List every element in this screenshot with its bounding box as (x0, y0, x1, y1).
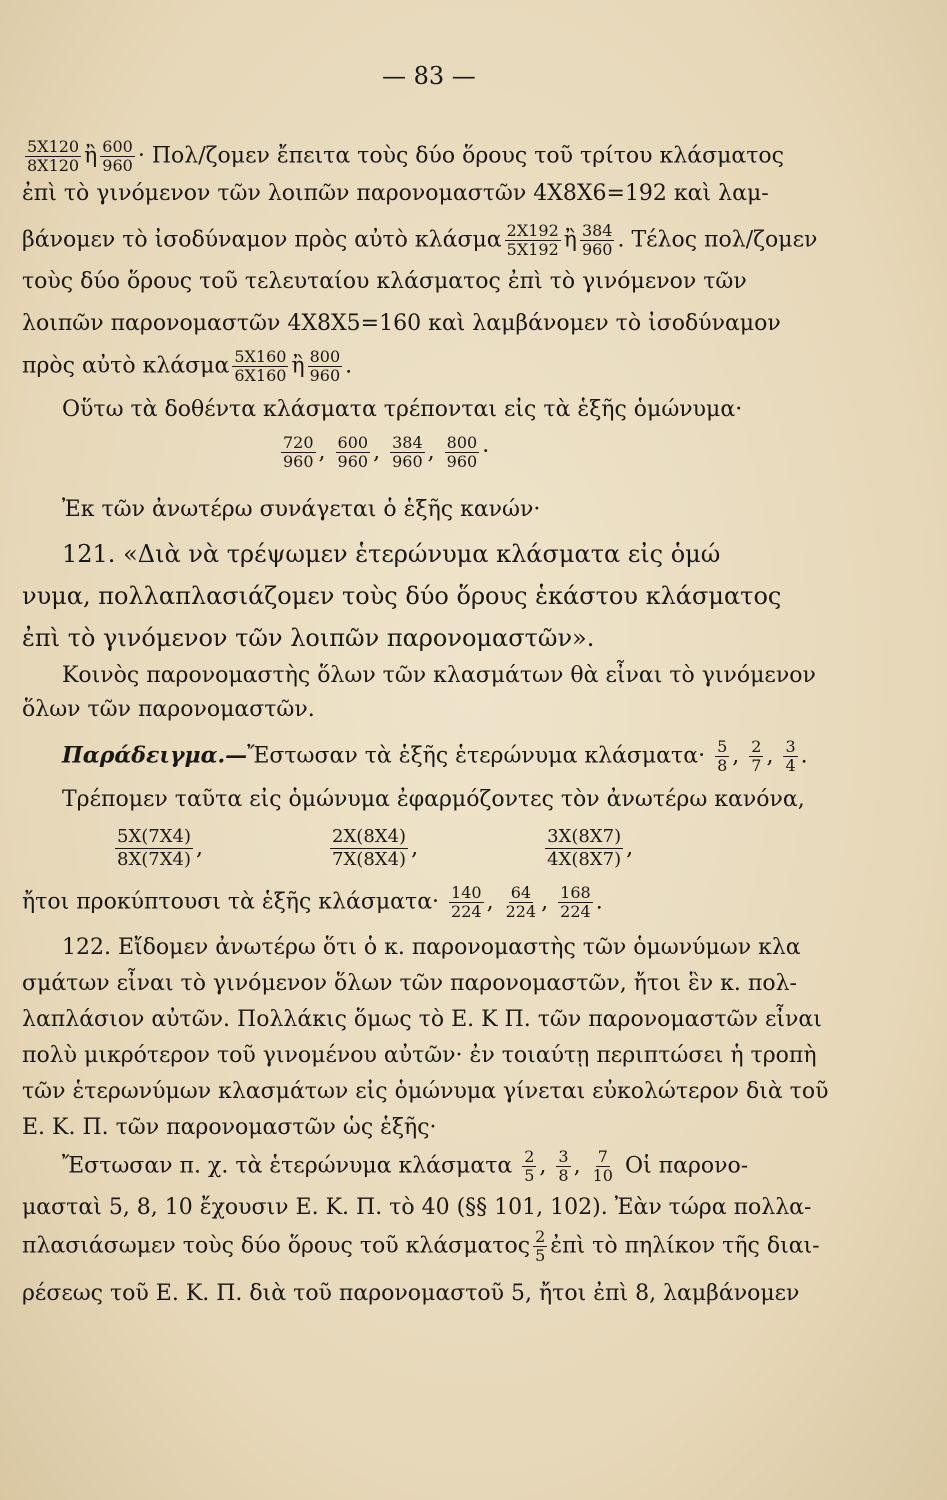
rule-121-line-3: ἐπὶ τὸ γινόμενον τῶν λοιπῶν παρονομαστῶν». (22, 624, 595, 652)
section-122-line-6: Ε. Κ. Π. τῶν παρονομαστῶν ὡς ἑξῆς· (22, 1115, 437, 1140)
rule-121-line-1: 121. «Διὰ νὰ τρέψωμεν ἑτερώνυμα κλάσματα εἰς ὁμώ (62, 540, 721, 568)
text-line-25: Ἔστωσαν π. χ. τὰ ἑτερώνυμα κλάσματα $\frac{2}{5}$ , $\frac{3}{8}$ , $\frac{7}{10}$ Οἱ παρονο- (62, 1147, 749, 1185)
example-line: Παράδειγμα.—Ἔστωσαν τὰ ἑξῆς ἑτερώνυμα κλάσματα· $\frac{5}{8}$ , $\frac{2}{7}$ , $\frac{3}{4}$ . (62, 737, 808, 775)
fraction: $\frac{720}{960}$ (283, 433, 314, 471)
fraction: $\frac{600}{960}$ (102, 137, 133, 175)
fraction-work-row: $\frac{5X(7X4)}{8X(7X4)}$ , $\frac{2X(8X4)}{7X(8X4)}$ , $\frac{3X(8X7)}{4X(8X7)}$ , (117, 826, 634, 870)
fraction: $\frac{7}{10}$ (592, 1147, 613, 1185)
text-line-4: τοὺς δύο ὅρους τοῦ τελευταίου κλάσματος ἐπὶ τὸ γινόμενον τῶν (22, 269, 747, 294)
page-number: — 83 — (382, 62, 476, 90)
section-122-line-5: τῶν ἑτερωνύμων κλασμάτων εἰς ὁμώνυμα γίνεται εὐκολώτερον διὰ τοῦ (22, 1079, 829, 1104)
fraction: $\frac{800}{960}$ (446, 433, 478, 471)
fraction: $\frac{2}{5}$ (524, 1147, 535, 1185)
fraction: $\frac{140}{224}$ (451, 883, 482, 921)
text-line-2: ἐπὶ τὸ γινόμενον τῶν λοιπῶν παρονομαστῶν 4X8X6=192 καὶ λαμ- (22, 181, 769, 206)
text-line-3: βάνομεν τὸ ἰσοδύναμον πρὸς αὐτὸ κλάσμα $\frac{2X192}{5X192}$ ἢ $\frac{384}{960}$ . Τέλος πολ/ζομεν (22, 221, 818, 259)
text-line-6: πρὸς αὐτὸ κλάσμα $\frac{5X160}{6X160}$ ἢ $\frac{800}{960}$ . (22, 347, 353, 385)
fraction: $\frac{3X(8X7)}{4X(8X7)}$ (547, 826, 622, 870)
text-line-14: ὅλων τῶν παρονομαστῶν. (22, 697, 315, 722)
fraction: $\frac{2X192}{5X192}$ (506, 221, 559, 259)
section-122-line-2: σμάτων εἶναι τὸ γινόμενον ὅλων τῶν παρονομαστῶν, ἤτοι ἓν κ. πολ- (22, 971, 797, 996)
text-line-5: λοιπῶν παρονομαστῶν 4X8X5=160 καὶ λαμβάνομεν τὸ ἰσοδύναμον (22, 311, 781, 336)
fraction: $\frac{5X120}{8X120}$ (27, 137, 80, 175)
text-line-1: $\frac{5X120}{8X120}$ ἢ $\frac{600}{960}$ · Πολ/ζομεν ἔπειτα τοὺς δύο ὅρους τοῦ τρίτου κλάσματος (27, 137, 784, 175)
fraction: $\frac{5X(7X4)}{8X(7X4)}$ (117, 826, 192, 870)
section-122-line-3: λαπλάσιον αὐτῶν. Πολλάκις ὅμως τὸ Ε. Κ Π. τῶν παρονομαστῶν εἶναι (22, 1007, 822, 1032)
text-line-18: ἤτοι προκύπτουσι τὰ ἑξῆς κλάσματα· $\frac{140}{224}$ , $\frac{64}{224}$ , $\frac{168}{224}$ . (22, 883, 603, 921)
text-line-7: Οὕτω τὰ δοθέντα κλάσματα τρέπονται εἰς τὰ ἑξῆς ὁμώνυμα· (62, 397, 743, 422)
fraction: $\frac{600}{960}$ (337, 433, 369, 471)
fraction: $\frac{3}{4}$ (785, 737, 796, 775)
section-122-line-1: 122. Εἴδομεν ἀνωτέρω ὅτι ὁ κ. παρονομαστὴς τῶν ὁμωνύμων κλα (62, 935, 801, 960)
example-label: Παράδειγμα.— (62, 742, 248, 769)
fraction: $\frac{168}{224}$ (560, 883, 591, 921)
rule-121-line-2: νυμα, πολλαπλασιάζομεν τοὺς δύο ὅρους ἑκάστου κλάσματος (22, 582, 782, 610)
section-122-line-4: πολὺ μικρότερον τοῦ γινομένου αὐτῶν· ἐν τοιαύτῃ περιπτώσει ἡ τροπὴ (22, 1043, 817, 1068)
fraction: $\frac{2}{7}$ (751, 737, 762, 775)
fraction: $\frac{2}{5}$ (535, 1227, 546, 1265)
text-line-13: Κοινὸς παρονομαστὴς ὅλων τῶν κλασμάτων θὰ εἶναι τὸ γινόμενον (62, 663, 816, 688)
text-line-27: πλασιάσωμεν τοὺς δύο ὅρους τοῦ κλάσματος $\frac{2}{5}$ ἐπὶ τὸ πηλίκον τῆς διαι- (22, 1227, 820, 1265)
text-line-16: Τρέπομεν ταῦτα εἰς ὁμώνυμα ἐφαρμόζοντες τὸν ἀνωτέρω κανόνα, (62, 787, 805, 812)
text-line-9: Ἐκ τῶν ἀνωτέρω συνάγεται ὁ ἑξῆς κανών· (62, 497, 541, 522)
fraction: $\frac{5X160}{6X160}$ (234, 347, 287, 385)
fraction: $\frac{2X(8X4)}{7X(8X4)}$ (332, 826, 407, 870)
fraction: $\frac{3}{8}$ (558, 1147, 569, 1185)
fraction: $\frac{64}{224}$ (505, 883, 537, 921)
equivalent-fractions-row: $\frac{720}{960}$ , $\frac{600}{960}$ , $\frac{384}{960}$ , $\frac{800}{960}$ · (283, 433, 490, 471)
fraction: $\frac{384}{960}$ (392, 433, 423, 471)
fraction: $\frac{5}{8}$ (717, 737, 728, 775)
fraction: $\frac{800}{960}$ (309, 347, 341, 385)
text-line-26: μασταὶ 5, 8, 10 ἔχουσιν Ε. Κ. Π. τὸ 40 (§§ 101, 102). Ἐὰν τώρα πολλα- (22, 1195, 812, 1220)
text-line-28: ρέσεως τοῦ Ε. Κ. Π. διὰ τοῦ παρονομαστοῦ 5, ἤτοι ἐπὶ 8, λαμβάνομεν (22, 1281, 800, 1306)
fraction: $\frac{384}{960}$ (581, 221, 613, 259)
